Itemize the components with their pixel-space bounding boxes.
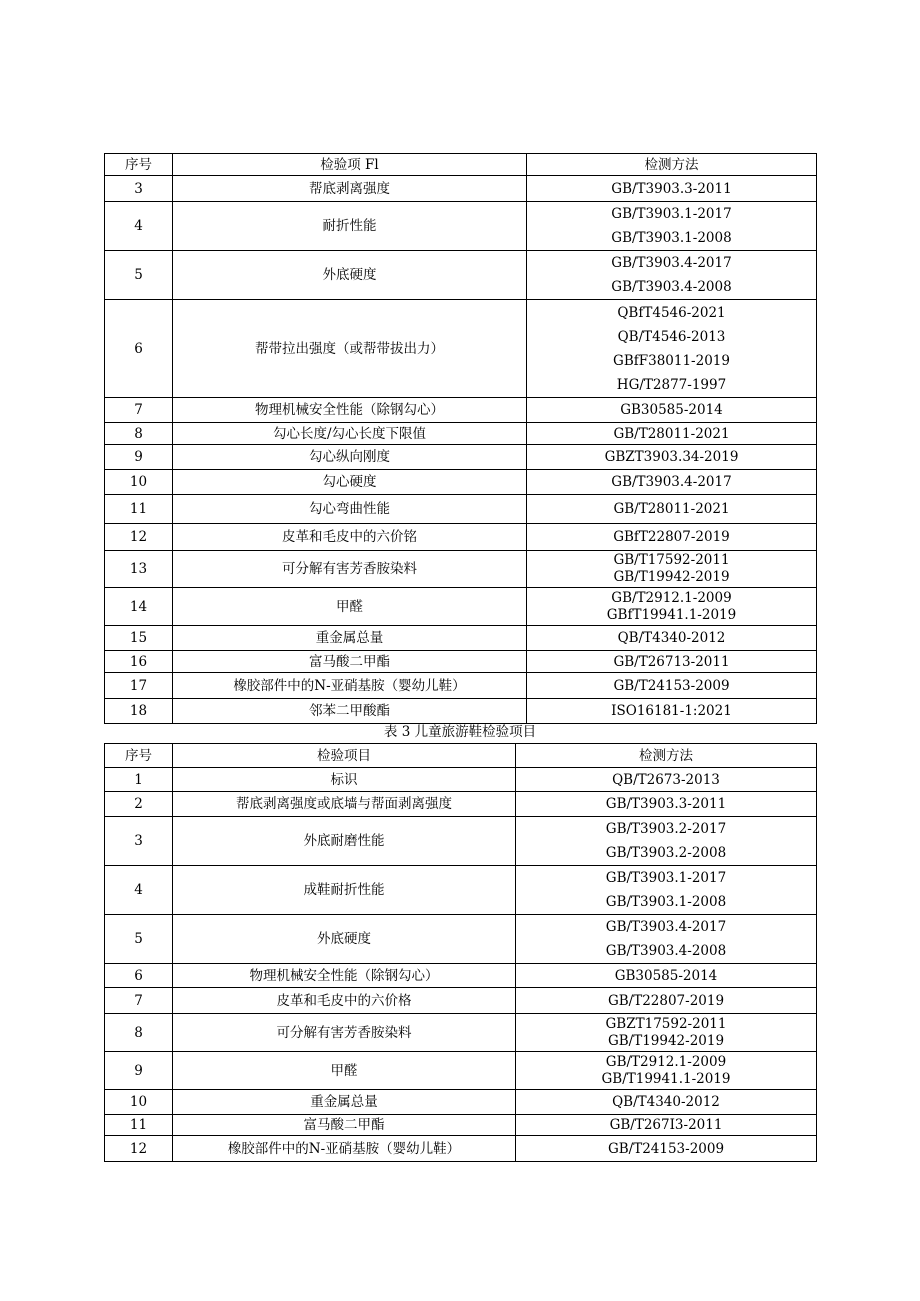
table-row	[105, 251, 817, 300]
table-row	[105, 964, 817, 988]
table-row	[105, 915, 817, 964]
method-line: GB/T3903.4-2008	[611, 279, 732, 295]
method-line: GBZT17592-2011	[605, 1015, 727, 1032]
method-line: GB/T3903.3-2011	[611, 180, 732, 197]
table-row	[105, 551, 817, 588]
row-no: 12	[105, 1136, 173, 1162]
row-method	[516, 817, 817, 866]
row-no: 7	[105, 398, 173, 423]
row-no: 4	[105, 202, 173, 251]
row-item: 富马酸二甲酯	[173, 1115, 516, 1136]
header-no: 序号	[105, 744, 173, 768]
row-method	[516, 964, 817, 988]
row-item: 邻苯二甲酸酯	[173, 699, 527, 724]
row-method	[527, 398, 817, 423]
method-line: GB/T3903.2-2008	[605, 845, 727, 861]
row-item: 甲醛	[173, 588, 527, 626]
row-method	[516, 1136, 817, 1162]
method-line: GB/T24153-2009	[613, 677, 730, 694]
table-row	[105, 1090, 817, 1115]
method-line: GB/T3903.3-2011	[605, 796, 727, 812]
table-row	[105, 524, 817, 551]
table-row	[105, 445, 817, 470]
row-method	[516, 1115, 817, 1136]
method-line: GB/T267I3-2011	[609, 1117, 723, 1133]
row-no: 4	[105, 866, 173, 915]
table-row	[105, 988, 817, 1014]
row-no: 13	[105, 551, 173, 588]
row-no: 12	[105, 524, 173, 551]
method-line: ISO16181-1:2021	[611, 703, 732, 719]
table-row	[105, 1115, 817, 1136]
row-method	[527, 423, 817, 445]
row-no: 2	[105, 792, 173, 817]
row-method	[516, 768, 817, 792]
method-line: GB/T2912.1-2009	[611, 589, 732, 606]
table-row	[105, 1014, 817, 1052]
row-no: 5	[105, 915, 173, 964]
row-no: 11	[105, 495, 173, 524]
row-item: 帮底剥离强度	[173, 176, 527, 202]
row-method	[516, 866, 817, 915]
table-row	[105, 651, 817, 673]
method-line: GB/T3903.4-2017	[605, 919, 727, 935]
method-line: GB/T3903.1-2008	[611, 230, 732, 246]
row-item: 富马酸二甲酯	[173, 651, 527, 673]
row-item: 重金属总量	[173, 1090, 516, 1115]
row-item: 橡胶部件中的N-亚硝基胺（婴幼儿鞋）	[173, 1136, 516, 1162]
row-method	[527, 651, 817, 673]
method-line: GB/T3903.2-2017	[605, 821, 727, 837]
row-item: 甲醛	[173, 1052, 516, 1090]
method-line: GB/T3903.4-2017	[611, 255, 732, 271]
table-row	[105, 792, 817, 817]
row-method	[527, 524, 817, 551]
method-line: GB/T3903.4-2008	[605, 943, 727, 959]
row-method	[527, 202, 817, 251]
row-no: 11	[105, 1115, 173, 1136]
row-method	[527, 588, 817, 626]
method-line: GB/T22807-2019	[607, 992, 725, 1009]
method-line: GB30585-2014	[614, 967, 718, 984]
row-no: 3	[105, 176, 173, 202]
row-no: 1	[105, 768, 173, 792]
method-line: GB/T3903.1-2008	[605, 894, 727, 910]
row-method	[527, 699, 817, 724]
table-caption: 表 3 儿童旅游鞋检验项目	[383, 724, 537, 740]
row-item: 物理机械安全性能（除钢勾心）	[173, 964, 516, 988]
method-line: QBfT4546-2021	[617, 304, 726, 321]
row-method	[527, 470, 817, 495]
row-item: 标识	[173, 768, 516, 792]
row-item: 耐折性能	[173, 202, 527, 251]
method-line: GB/T28011-2021	[613, 501, 730, 517]
row-no: 6	[105, 964, 173, 988]
table-row	[105, 423, 817, 445]
method-line: GB/T3903.1-2017	[611, 206, 732, 222]
row-no: 9	[105, 1052, 173, 1090]
table-header-row	[105, 744, 817, 768]
header-method: 检测方法	[527, 154, 817, 176]
row-no: 15	[105, 626, 173, 651]
header-method: 检测方法	[516, 744, 817, 768]
row-item: 勾心长度/勾心长度下限值	[173, 423, 527, 445]
row-item: 外底硬度	[173, 251, 527, 300]
row-no: 8	[105, 423, 173, 445]
table-row	[105, 673, 817, 699]
table-row	[105, 817, 817, 866]
method-line: GBfT22807-2019	[613, 529, 730, 545]
table-row	[105, 768, 817, 792]
header-no: 序号	[105, 154, 173, 176]
row-no: 5	[105, 251, 173, 300]
row-item: 成鞋耐折性能	[173, 866, 516, 915]
method-line: QB/T4340-2012	[617, 630, 726, 646]
row-no: 14	[105, 588, 173, 626]
row-item: 橡胶部件中的N-亚硝基胺（婴幼儿鞋）	[173, 673, 527, 699]
method-line: GB/T19941.1-2019	[601, 1070, 731, 1087]
table-row	[105, 1136, 817, 1162]
row-item: 皮革和毛皮中的六价铭	[173, 524, 527, 551]
method-line: GB/T28011-2021	[613, 425, 730, 442]
row-no: 7	[105, 988, 173, 1014]
row-method	[527, 495, 817, 524]
inspection-table-1	[104, 153, 817, 724]
row-item: 勾心纵向刚度	[173, 445, 527, 470]
row-item: 外底硬度	[173, 915, 516, 964]
row-no: 8	[105, 1014, 173, 1052]
row-method	[516, 915, 817, 964]
row-no: 17	[105, 673, 173, 699]
row-item: 重金属总量	[173, 626, 527, 651]
row-method	[527, 673, 817, 699]
method-line: QB/T2673-2013	[612, 771, 720, 788]
method-line: GB/T3903.4-2017	[611, 474, 732, 490]
method-line: GB/T19942-2019	[613, 569, 730, 585]
method-line: GB/T19942-2019	[607, 1032, 725, 1049]
table-row	[105, 866, 817, 915]
row-method	[527, 176, 817, 202]
method-line: GB/T26713-2011	[613, 653, 730, 670]
method-line: GBZT3903.34-2019	[604, 449, 739, 465]
table-row	[105, 398, 817, 423]
method-line: HG/T2877-1997	[616, 376, 727, 393]
header-item: 检验项 Fl	[173, 154, 527, 176]
table-row	[105, 1052, 817, 1090]
row-no: 10	[105, 470, 173, 495]
row-method	[516, 988, 817, 1014]
row-no: 9	[105, 445, 173, 470]
row-method	[527, 300, 817, 398]
row-item: 皮革和毛皮中的六价格	[173, 988, 516, 1014]
row-no: 10	[105, 1090, 173, 1115]
method-line: GB/T3903.1-2017	[605, 870, 727, 886]
row-method	[516, 1052, 817, 1090]
table-row	[105, 588, 817, 626]
table-header-row	[105, 154, 817, 176]
row-method	[527, 251, 817, 300]
table-row	[105, 626, 817, 651]
row-method	[516, 1090, 817, 1115]
method-line: GB/T24153-2009	[607, 1140, 725, 1157]
row-method	[527, 626, 817, 651]
table-row	[105, 202, 817, 251]
method-line: GB30585-2014	[620, 402, 723, 418]
inspection-table-2	[104, 743, 817, 1162]
row-method	[527, 445, 817, 470]
method-line: QB/T4546-2013	[617, 328, 726, 345]
row-item: 物理机械安全性能（除钢勾心）	[173, 398, 527, 423]
method-line: GBfT19941.1-2019	[606, 606, 737, 623]
row-item: 外底耐磨性能	[173, 817, 516, 866]
row-no: 6	[105, 300, 173, 398]
row-method	[516, 792, 817, 817]
table-row	[105, 495, 817, 524]
row-method	[527, 551, 817, 588]
row-item: 帮带拉出强度（或帮带拔出力）	[173, 300, 527, 398]
row-item: 可分解有害芳香胺染料	[173, 1014, 516, 1052]
table-row	[105, 300, 817, 398]
method-line: GB/T2912.1-2009	[605, 1053, 727, 1070]
row-item: 勾心硬度	[173, 470, 527, 495]
row-item: 勾心弯曲性能	[173, 495, 527, 524]
row-item: 可分解有害芳香胺染料	[173, 551, 527, 588]
method-line: GB/T17592-2011	[613, 552, 730, 568]
row-item: 帮底剥离强度或底墙与帮面剥离强度	[173, 792, 516, 817]
table-row	[105, 470, 817, 495]
row-no: 18	[105, 699, 173, 724]
method-line: GBfF38011-2019	[613, 352, 730, 369]
table-row	[105, 699, 817, 724]
row-method	[516, 1014, 817, 1052]
header-item: 检验项目	[173, 744, 516, 768]
method-line: QB/T4340-2012	[612, 1094, 720, 1110]
row-no: 16	[105, 651, 173, 673]
table-row	[105, 176, 817, 202]
row-no: 3	[105, 817, 173, 866]
